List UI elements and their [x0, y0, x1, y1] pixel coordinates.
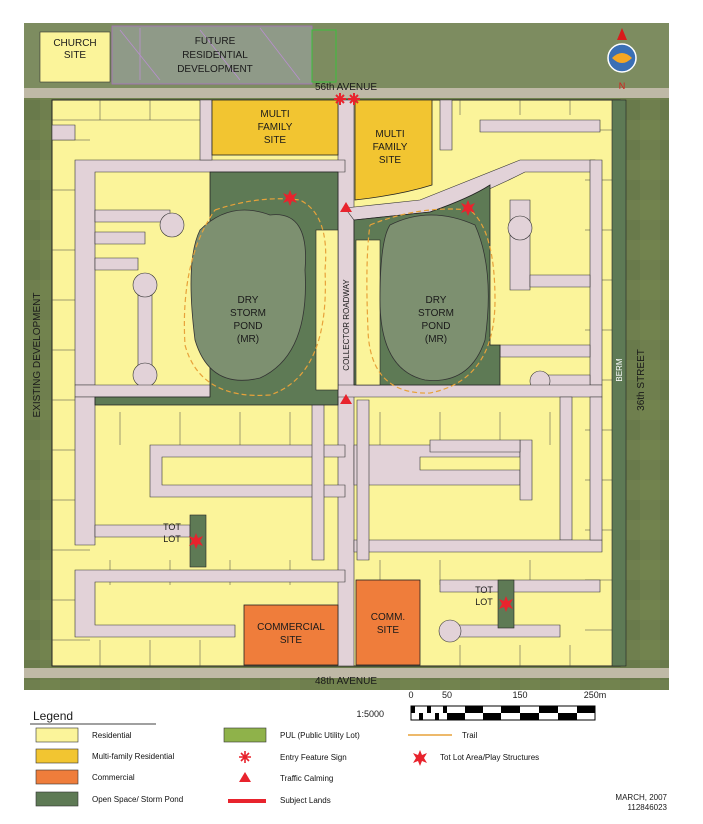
pond-right-2: STORM [418, 308, 454, 319]
legend-label-multi-family: Multi-family Residential [92, 752, 175, 761]
pond-right-3: POND [421, 321, 451, 332]
legend-star-icon [413, 750, 427, 766]
berm-label: BERM [615, 358, 624, 382]
scale-tick-250: 250m [583, 690, 607, 700]
legend-swatch-multi-family [36, 749, 78, 763]
48th-avenue-label: 48th AVENUE [314, 676, 378, 687]
scale-bar [356, 690, 606, 720]
legend-title: Legend [33, 709, 74, 723]
tot-left-1: TOT [163, 522, 181, 532]
pond-left-3: POND [233, 321, 263, 332]
footer-date: MARCH, 2007 [615, 793, 667, 802]
mf-left-2: FAMILY [257, 122, 293, 133]
legend-label-commercial: Commercial [92, 773, 135, 782]
church-site-label-1: CHURCH [53, 38, 97, 49]
scale-tick-150: 150 [512, 690, 528, 700]
legend-label-tot-lot: Tot Lot Area/Play Structures [440, 753, 540, 762]
scale-ratio: 1:5000 [356, 709, 384, 719]
commercial-site-2: SITE [279, 635, 303, 646]
pond-left-2: STORM [230, 308, 266, 319]
legend-label-traffic-calming: Traffic Calming [280, 774, 334, 783]
comm-site-2: SITE [376, 625, 400, 636]
legend-swatch-residential [36, 728, 78, 742]
mf-right-1: MULTI [375, 129, 405, 140]
pond-left-1: DRY [237, 295, 259, 306]
tot-right-2: LOT [475, 597, 493, 607]
36th-street-label: 36th STREET [636, 349, 647, 411]
church-site-label-2: SITE [63, 50, 87, 61]
comm-site-1: COMM. [370, 612, 406, 623]
pond-right-4: (MR) [424, 334, 448, 345]
future-label-1: FUTURE [194, 36, 236, 47]
legend-label-open-space: Open Space/ Storm Pond [92, 795, 184, 804]
footer-code: 112846023 [627, 803, 667, 812]
north-label: N [618, 81, 626, 91]
mf-left-3: SITE [263, 135, 287, 146]
legend-label-pul: PUL (Public Utility Lot) [280, 731, 360, 740]
future-label-2: RESIDENTIAL [182, 50, 248, 61]
legend-asterisk-icon [239, 751, 251, 763]
future-label-3: DEVELOPMENT [177, 64, 253, 75]
56th-avenue-label: 56th AVENUE [314, 82, 378, 93]
existing-development-label: EXISTING DEVELOPMENT [32, 292, 43, 418]
mf-left-1: MULTI [260, 109, 290, 120]
legend-label-residential: Residential [92, 731, 132, 740]
legend-label-trail: Trail [462, 731, 478, 740]
legend-label-entry-sign: Entry Feature Sign [280, 753, 347, 762]
legend-swatch-pul [224, 728, 266, 742]
collector-roadway-label: COLLECTOR ROADWAY [342, 279, 351, 371]
legend-swatch-commercial [36, 770, 78, 784]
legend [30, 709, 539, 806]
tot-left-2: LOT [163, 534, 181, 544]
scale-tick-50: 50 [441, 690, 453, 700]
legend-swatch-open-space [36, 792, 78, 806]
legend-redline-icon [228, 799, 266, 803]
legend-triangle-icon [239, 772, 251, 782]
pond-left-4: (MR) [236, 334, 260, 345]
berm-strip [612, 100, 626, 666]
scale-tick-0: 0 [408, 690, 414, 700]
mf-right-3: SITE [378, 155, 402, 166]
tot-right-1: TOT [475, 585, 493, 595]
legend-label-subject-lands: Subject Lands [280, 796, 331, 805]
mf-right-2: FAMILY [372, 142, 408, 153]
pond-right-1: DRY [425, 295, 447, 306]
commercial-site-1: COMMERCIAL [257, 622, 325, 633]
